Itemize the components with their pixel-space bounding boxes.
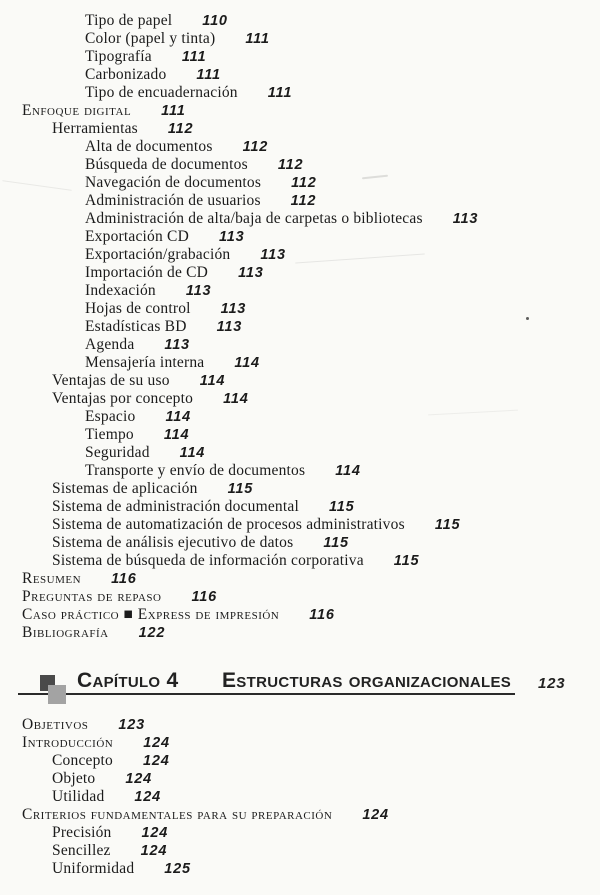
toc-entry — [0, 860, 600, 878]
toc-entry-page: 111 — [267, 85, 293, 101]
chapter-page-number: 123 — [538, 675, 566, 692]
toc-entry-label: Importación de CD — [85, 264, 209, 281]
toc-entry-page: 113 — [216, 319, 243, 335]
toc-entry — [0, 282, 600, 300]
toc-entry-page: 115 — [227, 481, 254, 497]
toc-entry-page: 114 — [234, 355, 260, 371]
toc-entry — [0, 770, 600, 788]
toc-entry-page: 116 — [111, 571, 137, 587]
toc-entry-page: 114 — [199, 373, 226, 389]
toc-entry-label: Preguntas de repaso — [22, 588, 162, 605]
toc-entry-page: 114 — [335, 463, 361, 479]
toc-entry-page: 125 — [164, 861, 191, 877]
toc-entry-label: Administración de alta/baja de carpetas o bibliotecas — [85, 210, 423, 227]
toc-entry — [0, 228, 600, 246]
toc-entry-page: 113 — [220, 301, 247, 317]
toc-entry — [0, 788, 600, 806]
chapter-label: Capítulo 4 — [77, 669, 179, 692]
toc-entry-label: Espacio — [85, 408, 136, 425]
toc-entry — [0, 734, 600, 752]
toc-entry-label: Uniformidad — [52, 860, 135, 877]
toc-entry — [0, 752, 600, 770]
toc-entry-page: 123 — [118, 717, 146, 733]
toc-entry-page: 124 — [143, 735, 170, 751]
toc-entry — [0, 570, 600, 588]
toc-entry-label: Ventajas de su uso — [52, 372, 170, 389]
toc-entry-page: 111 — [245, 31, 270, 47]
toc-entry-page: 124 — [141, 825, 169, 841]
toc-entry-page: 114 — [165, 409, 191, 425]
toc-entry-label: Navegación de documentos — [85, 174, 262, 191]
toc-entry — [0, 138, 600, 156]
toc-section-chapter4 — [0, 716, 600, 878]
toc-entry — [0, 480, 600, 498]
toc-entry-page: 124 — [134, 789, 161, 805]
toc-entry-label: Objetivos — [22, 716, 89, 733]
toc-entry-label: Tipo de papel — [85, 12, 173, 29]
toc-entry-label: Herramientas — [52, 120, 138, 137]
toc-entry-label: Exportación/grabación — [85, 246, 231, 263]
toc-entry-page: 112 — [167, 121, 194, 137]
toc-entry-page: 124 — [143, 753, 170, 769]
toc-entry — [0, 30, 600, 48]
toc-entry-label: Tipografía — [85, 48, 152, 65]
toc-entry-label: Bibliografía — [22, 624, 109, 641]
toc-entry-page: 113 — [218, 229, 245, 245]
toc-entry-page: 111 — [181, 49, 207, 65]
toc-entry-label: Precisión — [52, 824, 112, 841]
toc-entry-page: 124 — [362, 807, 389, 823]
toc-entry-label: Alta de documentos — [85, 138, 213, 155]
toc-entry-page: 113 — [260, 247, 286, 263]
toc-entry — [0, 444, 600, 462]
toc-entry-label: Exportación CD — [85, 228, 189, 245]
toc-entry-label: Sistema de búsqueda de información corporativa — [52, 552, 364, 569]
toc-entry-label: Caso práctico ■ Express de impresión — [22, 606, 280, 623]
toc-entry-label: Administración de usuarios — [85, 192, 261, 209]
toc-entry — [0, 390, 600, 408]
toc-entry-label: Sistemas de aplicación — [52, 480, 198, 497]
toc-entry-label: Resumen — [22, 570, 82, 587]
toc-entry-label: Mensajería interna — [85, 354, 205, 371]
toc-entry — [0, 264, 600, 282]
toc-entry-page: 113 — [452, 211, 479, 227]
toc-entry-label: Transporte y envío de documentos — [85, 462, 306, 479]
toc-entry — [0, 462, 600, 480]
toc-entry-label: Utilidad — [52, 788, 105, 805]
toc-entry — [0, 336, 600, 354]
toc-entry-label: Tipo de encuadernación — [85, 84, 238, 101]
toc-entry-label: Tiempo — [85, 426, 134, 443]
toc-entry — [0, 318, 600, 336]
toc-entry-label: Carbonizado — [85, 66, 167, 83]
toc-entry — [0, 300, 600, 318]
toc-entry-label: Color (papel y tinta) — [85, 30, 216, 47]
toc-entry-page: 112 — [291, 175, 317, 191]
toc-entry-page: 113 — [164, 337, 190, 353]
chapter-heading — [0, 642, 600, 716]
toc-entry — [0, 66, 600, 84]
toc-entry — [0, 372, 600, 390]
toc-entry — [0, 354, 600, 372]
toc-entry — [0, 498, 600, 516]
toc-entry-page: 114 — [223, 391, 249, 407]
toc-entry-page: 113 — [185, 283, 212, 299]
toc-entry-page: 115 — [393, 553, 420, 569]
chapter-title: Estructuras organizacionales — [222, 669, 512, 692]
chapter-heading-rule — [18, 693, 515, 695]
toc-entry — [0, 102, 600, 120]
toc-entry — [0, 156, 600, 174]
toc-entry-label: Búsqueda de documentos — [85, 156, 248, 173]
toc-entry — [0, 552, 600, 570]
toc-entry-page: 122 — [138, 625, 166, 641]
toc-entry-label: Estadísticas BD — [85, 318, 187, 335]
toc-entry — [0, 716, 600, 734]
toc-entry — [0, 806, 600, 824]
toc-entry-label: Sencillez — [52, 842, 111, 859]
toc-entry-label: Sistema de análisis ejecutivo de datos — [52, 534, 294, 551]
toc-entry — [0, 12, 600, 30]
toc-entry-page: 114 — [163, 427, 190, 443]
toc-entry — [0, 84, 600, 102]
toc-entry-label: Hojas de control — [85, 300, 191, 317]
toc-entry — [0, 842, 600, 860]
light-square-icon — [48, 685, 66, 704]
toc-entry-page: 110 — [202, 13, 228, 29]
toc-entry-label: Objeto — [52, 770, 96, 787]
toc-entry — [0, 534, 600, 552]
toc-entry-label: Agenda — [85, 336, 135, 353]
toc-entry — [0, 210, 600, 228]
toc-entry-page: 116 — [191, 589, 218, 605]
toc-entry-page: 112 — [277, 157, 304, 173]
toc-entry-label: Concepto — [52, 752, 114, 769]
toc-entry — [0, 588, 600, 606]
toc-entry-label: Indexación — [85, 282, 156, 299]
toc-entry-label: Introducción — [22, 734, 114, 751]
toc-entry-page: 124 — [125, 771, 152, 787]
toc-entry — [0, 426, 600, 444]
toc-entry-page: 115 — [323, 535, 349, 551]
toc-entry — [0, 624, 600, 642]
toc-entry — [0, 174, 600, 192]
toc-entry-label: Sistema de administración documental — [52, 498, 299, 515]
toc-entry-label: Ventajas por concepto — [52, 390, 194, 407]
toc-entry-page: 114 — [179, 445, 206, 461]
toc-entry — [0, 824, 600, 842]
toc-entry-page: 116 — [309, 607, 335, 623]
toc-entry-page: 115 — [434, 517, 461, 533]
toc-entry — [0, 120, 600, 138]
toc-entry — [0, 408, 600, 426]
toc-entry — [0, 516, 600, 534]
toc-entry-label: Criterios fundamentales para su preparación — [22, 806, 333, 823]
toc-entry — [0, 192, 600, 210]
toc-entry — [0, 246, 600, 264]
toc-entry — [0, 48, 600, 66]
toc-entry-page: 112 — [242, 139, 269, 155]
toc-entry-page: 113 — [238, 265, 264, 281]
toc-entry-label: Sistema de automatización de procesos administrativos — [52, 516, 405, 533]
toc-entry-page: 112 — [290, 193, 317, 209]
toc-entry-label: Seguridad — [85, 444, 150, 461]
toc-entry-page: 111 — [196, 67, 221, 83]
toc-entry-page: 115 — [328, 499, 355, 515]
toc-entry-page: 111 — [161, 103, 186, 119]
toc-entry — [0, 606, 600, 624]
toc-entry-page: 124 — [140, 843, 168, 859]
toc-entry-label: Enfoque digital — [22, 102, 132, 119]
